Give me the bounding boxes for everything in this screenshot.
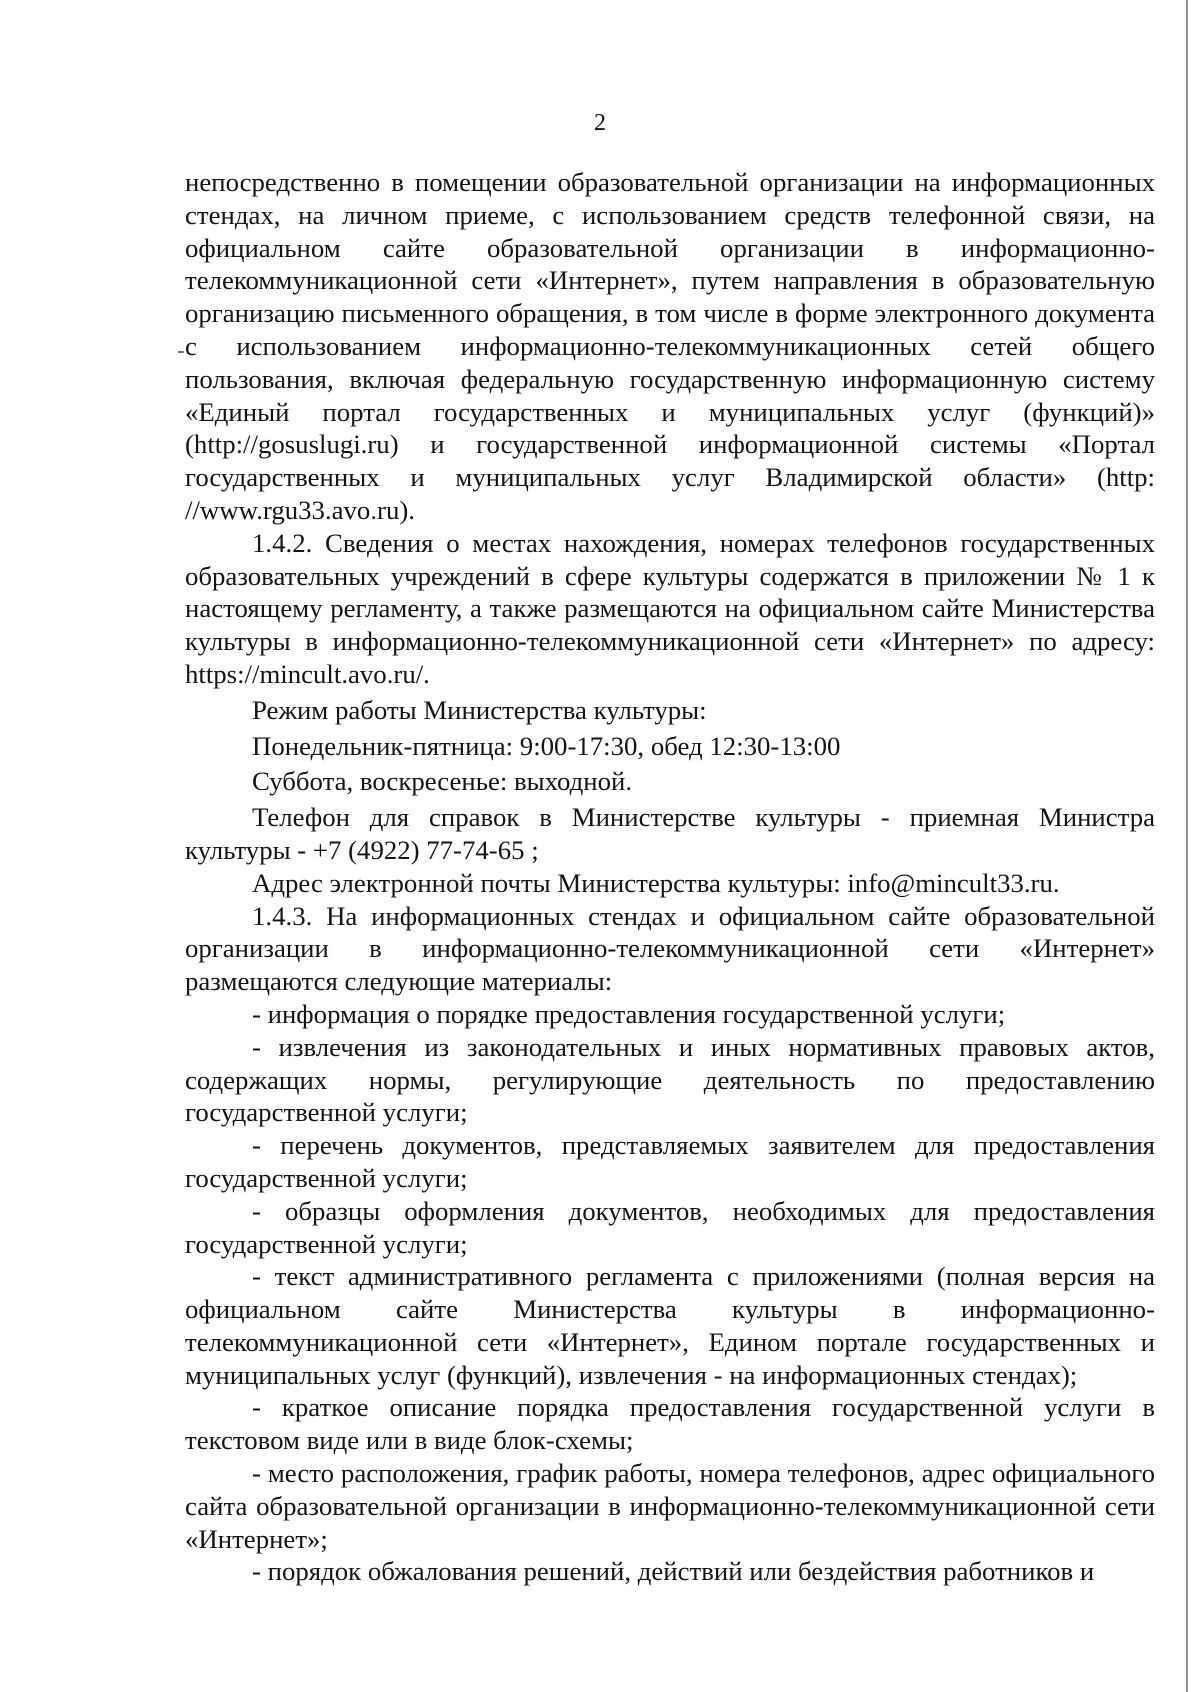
paragraph-work-schedule-title: Режим работы Министерства культуры: [252,694,707,725]
scan-edge-line [1186,0,1188,1692]
list-item-brief-description: - краткое описание порядка предоставления государственной услуги в текстовом виде или в виде блок-схемы; [185,1392,1155,1456]
list-item-regulation-text: - текст административного регламента с приложениями (полная версия на официальном сайте Министерства культуры в информационно-телекоммуникационной сети «Интернет», Едином портале государственных и муниципальных услуг (функций), извлечения - на информационных стендах); [185,1261,1155,1390]
paragraph-1-4-3: 1.4.3. На информационных стендах и официальном сайте образовательной организации в информационно-телекоммуникационной сети «Интернет» размещаются следующие материалы: [185,900,1155,997]
list-item-legal-extracts: - извлечения из законодательных и иных нормативных правовых актов, содержащих нормы, регулирующие деятельность по предоставлению государственной услуги; [185,1031,1155,1128]
list-item-location-schedule: - место расположения, график работы, номера телефонов, адрес официального сайта образовательной организации в информационно-телекоммуникационной сети «Интернет»; [185,1458,1155,1554]
paragraph-1-4-2: 1.4.2. Сведения о местах нахождения, номерах телефонов государственных образовательных учреждений в сфере культуры содержатся в приложении № 1 к настоящему регламенту, а также размещаются на официальном сайте Министерства культуры в информационно-телекоммуникационной сети «Интернет» по адресу: https://mincult.avo.ru/. [185,527,1155,689]
list-item-documents-list: - перечень документов, представляемых заявителем для предоставления государственной услуги; [185,1130,1155,1193]
paragraph-email: Адрес электронной почты Министерства культуры: info@mincult33.ru. [252,867,1060,898]
paragraph-weekend: Суббота, воскресенье: выходной. [252,766,633,797]
list-item-document-samples: - образцы оформления документов, необходимых для предоставления государственной услуги; [185,1195,1155,1259]
paragraph-phone: Телефон для справок в Министерстве культуры - приемная Министра культуры - +7 (4922) 77-74-65 ; [185,802,1155,865]
list-item-procedure-info: - информация о порядке предоставления государственной услуги; [252,998,1006,1029]
page-number: 2 [594,110,606,136]
paragraph-info-channels: непосредственно в помещении образовательной организации на информационных стендах, на личном приеме, с использованием средств телефонной связи, на официальном сайте образовательной организации в информационно-телекоммуникационной сети «Интернет», путем направления в образовательную организацию письменного обращения, в том числе в форме электронного документа с использованием информационно-телекоммуникационных сетей общего пользования, включая федеральную государственную информационную систему «Единый портал государственных и муниципальных услуг (функций)» (http://gosuslugi.ru) и государственной информационной системы «Портал государственных и муниципальных услуг Владимирской области» (http: //www.rgu33.avo.ru). [185,167,1155,525]
scan-mark [178,351,184,353]
list-item-appeal-procedure: - порядок обжалования решений, действий или бездействия работников и [252,1556,1095,1587]
document-body [185,166,1155,1588]
paragraph-weekdays: Понедельник-пятница: 9:00-17:30, обед 12:30-13:00 [252,730,841,761]
